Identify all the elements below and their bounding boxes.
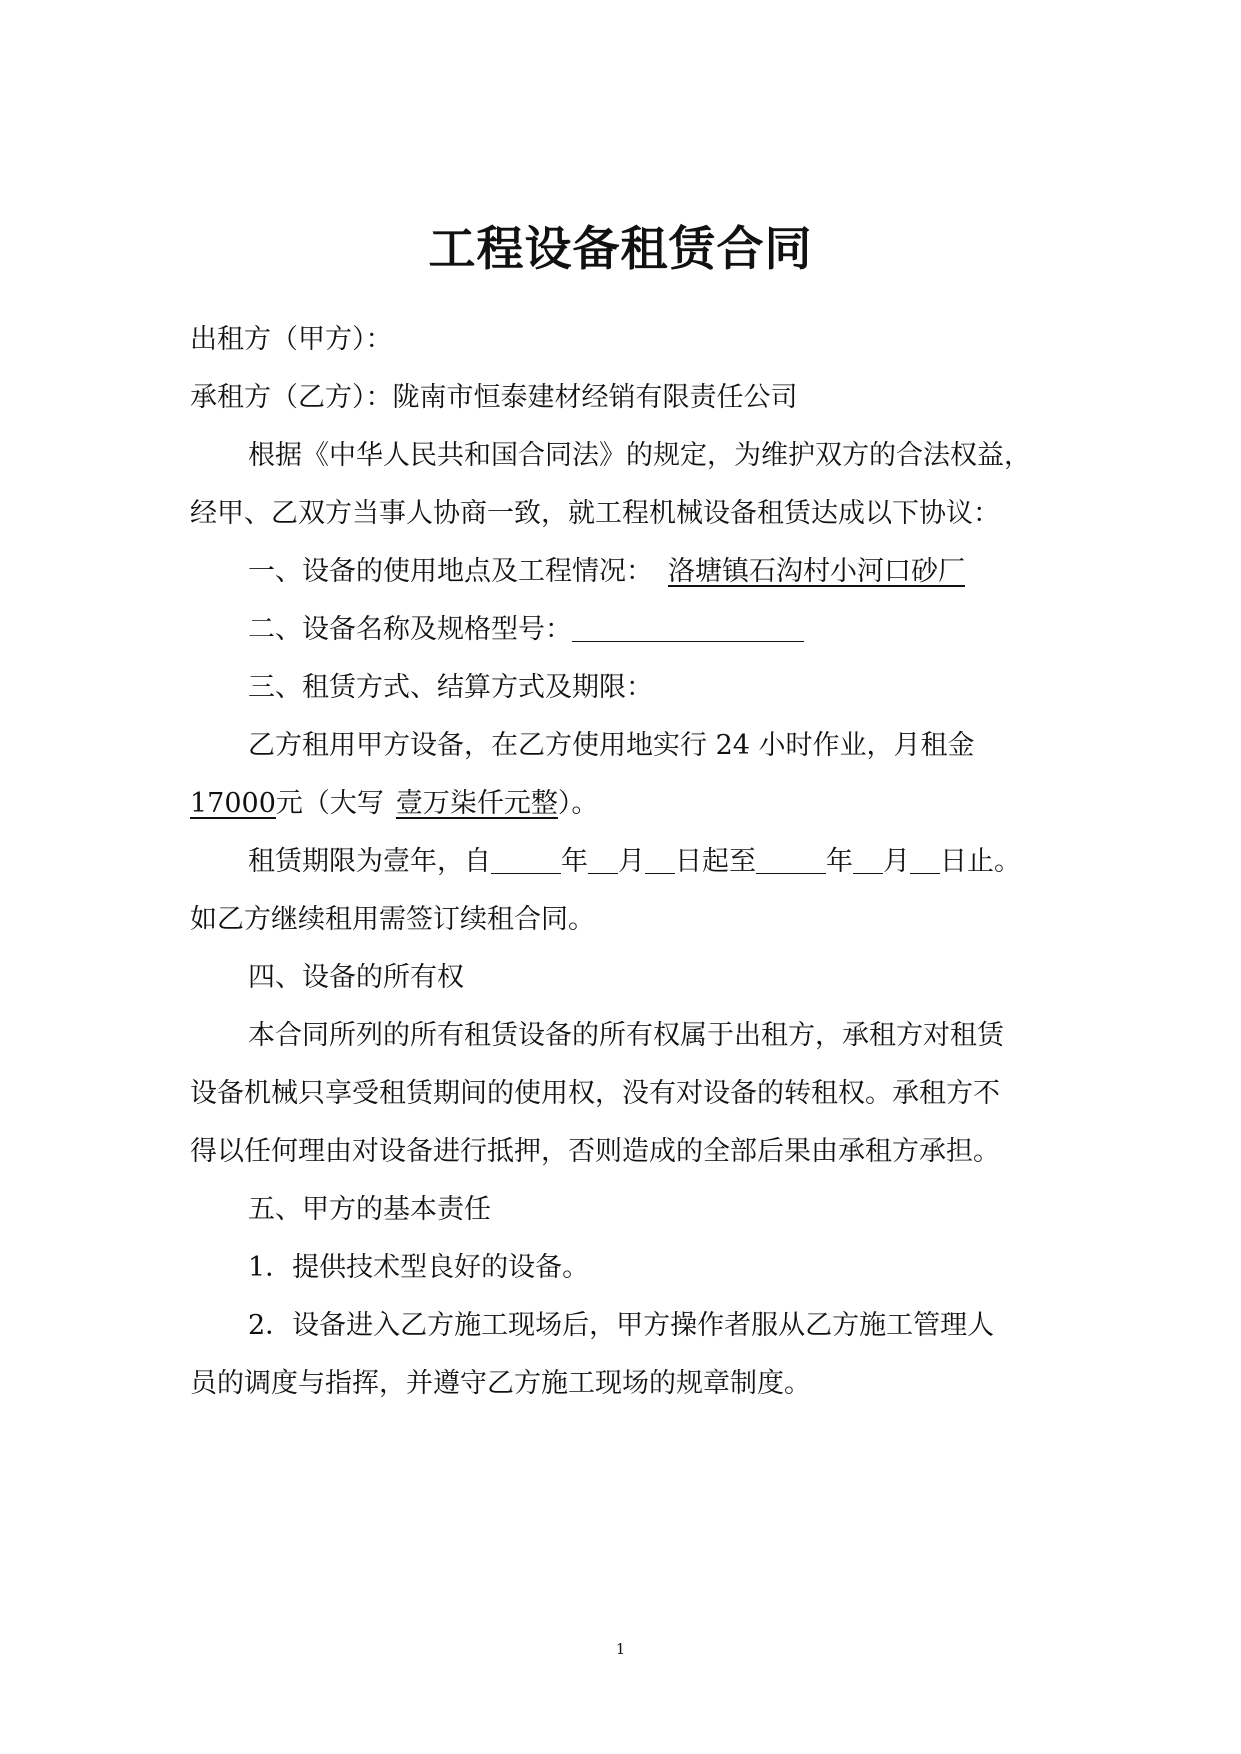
document-title: 工程设备租赁合同 (428, 222, 813, 277)
equipment-model-blank (572, 614, 804, 642)
term-month-1: 月 (618, 846, 645, 877)
clause-4-line-2: 设备机械只享受租赁期间的使用权，没有对设备的转租权。承租方不 (190, 1078, 1000, 1109)
term-month-2: 月 (883, 846, 910, 877)
lessee-line (190, 378, 1060, 418)
intro-line-1: 根据《中华人民共和国合同法》的规定，为维护双方的合法权益， (248, 440, 1031, 471)
rent-words: 壹万柒仟元整 (395, 788, 558, 819)
clause-4-line-1: 本合同所列的所有租赁设备的所有权属于出租方，承租方对租赁 (248, 1020, 1004, 1051)
clause-2-label: 二、设备名称及规格型号： (248, 614, 572, 645)
lessor-line (190, 320, 1060, 360)
clause-5-item-1: 1．提供技术型良好的设备。 (248, 1252, 590, 1283)
clause-1-label: 一、设备的使用地点及工程情况： (248, 556, 653, 587)
rent-close: ）。 (557, 788, 599, 819)
end-year-blank (756, 846, 826, 874)
start-month-blank (588, 846, 618, 874)
term-day-to: 日起至 (675, 846, 756, 877)
lessee-name: 陇南市恒泰建材经销有限责任公司 (392, 382, 798, 413)
term-prefix: 租赁期限为壹年，自 (248, 846, 491, 877)
term-line-1 (248, 842, 1060, 882)
end-day-blank (910, 846, 940, 874)
clause-1 (248, 552, 1060, 592)
clause-5-heading: 五、甲方的基本责任 (248, 1194, 491, 1225)
term-line-2: 如乙方继续租用需签订续租合同。 (190, 904, 595, 935)
end-month-blank (853, 846, 883, 874)
clause-5-item-2-line-1: 2．设备进入乙方施工现场后，甲方操作者服从乙方施工管理人 (248, 1310, 995, 1341)
clause-3-line-1: 乙方租用甲方设备，在乙方使用地实行 24 小时作业，月租金 (248, 730, 975, 761)
start-year-blank (491, 846, 561, 874)
page-number: 1 (615, 1640, 626, 1658)
term-year-1: 年 (561, 846, 588, 877)
clause-4-heading: 四、设备的所有权 (248, 962, 464, 993)
lessor-label: 出租方（甲方）： (190, 324, 393, 355)
start-day-blank (645, 846, 675, 874)
rent-amount: 17000 (190, 788, 276, 819)
lessee-label: 承租方（乙方）： (190, 382, 393, 413)
clause-5-item-2-line-2: 员的调度与指挥，并遵守乙方施工现场的规章制度。 (190, 1368, 811, 1399)
clause-3-heading: 三、租赁方式、结算方式及期限： (248, 672, 653, 703)
clause-2 (248, 610, 1060, 650)
clause-4-line-3: 得以任何理由对设备进行抵押，否则造成的全部后果由承租方承担。 (190, 1136, 1000, 1167)
term-end: 日止。 (940, 846, 1021, 877)
term-year-2: 年 (826, 846, 853, 877)
usage-location: 洛塘镇石沟村小河口砂厂 (668, 556, 965, 587)
rent-unit: 元（大写 (275, 788, 384, 819)
rent-line (190, 784, 1060, 824)
intro-line-2: 经甲、乙双方当事人协商一致，就工程机械设备租赁达成以下协议： (190, 498, 1000, 529)
